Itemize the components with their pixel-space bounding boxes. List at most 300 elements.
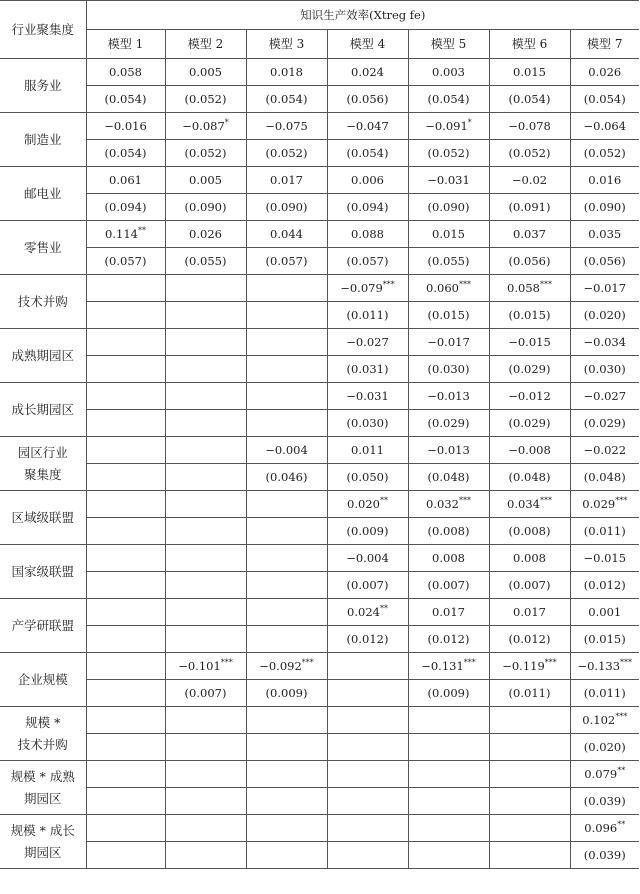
coefficient-cell [489, 653, 570, 680]
standard-error-cell: (0.007) [408, 572, 489, 599]
standard-error-cell: (0.039) [570, 842, 639, 869]
standard-error-cell: (0.007) [489, 572, 570, 599]
variable-label [0, 707, 86, 761]
coefficient-cell [327, 707, 408, 734]
coefficient-value: −0.034 [583, 334, 627, 349]
standard-error-cell: (0.011) [489, 680, 570, 707]
standard-error-cell: (0.008) [408, 518, 489, 545]
standard-error-row [0, 518, 639, 545]
standard-error-cell [246, 734, 327, 761]
significance-stars: *** [539, 495, 552, 505]
coefficient-cell [408, 59, 489, 86]
coefficient-cell [570, 815, 639, 842]
coefficient-row [0, 59, 639, 86]
standard-error-row [0, 410, 639, 437]
standard-error-cell: (0.056) [489, 248, 570, 275]
standard-error-row [0, 248, 639, 275]
significance-stars: *** [539, 279, 552, 289]
standard-error-cell: (0.029) [570, 410, 639, 437]
standard-error-cell: (0.029) [408, 410, 489, 437]
variable-label-line: 产学研联盟 [11, 617, 74, 633]
standard-error-cell: (0.057) [86, 248, 165, 275]
coefficient-value: −0.091 [425, 118, 468, 133]
coefficient-row [0, 221, 639, 248]
standard-error-cell: (0.094) [86, 194, 165, 221]
coefficient-cell [570, 707, 639, 734]
coefficient-value: −0.017 [583, 280, 627, 295]
standard-error-cell [165, 842, 246, 869]
coefficient-cell [86, 167, 165, 194]
coefficient-cell [246, 761, 327, 788]
standard-error-cell: (0.009) [408, 680, 489, 707]
standard-error-cell: (0.090) [246, 194, 327, 221]
coefficient-cell [570, 383, 639, 410]
coefficient-value: 0.029 [582, 496, 616, 511]
coefficient-value: 0.005 [189, 172, 222, 187]
coefficient-cell [489, 599, 570, 626]
coefficient-cell [86, 707, 165, 734]
coefficient-value: −0.064 [583, 118, 627, 133]
standard-error-cell [246, 356, 327, 383]
standard-error-cell [86, 680, 165, 707]
standard-error-cell: (0.094) [327, 194, 408, 221]
variable-label [0, 383, 86, 437]
coefficient-value: −0.015 [583, 550, 627, 565]
coefficient-cell [86, 545, 165, 572]
coefficient-cell [246, 491, 327, 518]
coefficient-value: 0.006 [351, 172, 384, 187]
significance-stars: ** [137, 225, 146, 235]
variable-label-line: 技术并购 [17, 293, 68, 309]
model-header: 模型 7 [570, 30, 639, 59]
standard-error-cell [165, 734, 246, 761]
significance-stars: ** [379, 495, 388, 505]
coefficient-cell [327, 599, 408, 626]
coefficient-value: 0.020 [347, 496, 380, 511]
coefficient-cell [86, 383, 165, 410]
standard-error-cell [327, 842, 408, 869]
variable-label-line: 园区行业 [17, 444, 68, 460]
standard-error-cell [165, 626, 246, 653]
coefficient-cell [489, 815, 570, 842]
standard-error-cell [86, 464, 165, 491]
coefficient-cell [408, 275, 489, 302]
standard-error-cell [165, 410, 246, 437]
standard-error-cell: (0.046) [246, 464, 327, 491]
coefficient-cell [570, 275, 639, 302]
variable-label [0, 329, 86, 383]
variable-label [0, 167, 86, 221]
standard-error-cell [246, 302, 327, 329]
coefficient-cell [408, 329, 489, 356]
coefficient-cell [86, 275, 165, 302]
model-header: 模型 1 [86, 30, 165, 59]
coefficient-value: 0.088 [351, 226, 384, 241]
coefficient-cell [327, 545, 408, 572]
standard-error-row [0, 140, 639, 167]
coefficient-cell [489, 491, 570, 518]
corner-header: 行业聚集度 [0, 1, 86, 59]
coefficient-cell [489, 437, 570, 464]
standard-error-cell: (0.009) [246, 680, 327, 707]
coefficient-cell [408, 653, 489, 680]
coefficient-cell [86, 113, 165, 140]
coefficient-cell [165, 653, 246, 680]
coefficient-value: −0.087 [182, 118, 225, 133]
coefficient-cell [246, 437, 327, 464]
significance-stars: *** [382, 279, 395, 289]
standard-error-cell: (0.020) [570, 734, 639, 761]
standard-error-cell [246, 626, 327, 653]
coefficient-value: 0.032 [426, 496, 459, 511]
coefficient-cell [327, 761, 408, 788]
model-header: 模型 6 [489, 30, 570, 59]
standard-error-cell: (0.011) [570, 680, 639, 707]
coefficient-value: 0.011 [351, 442, 384, 457]
coefficient-value: −0.031 [346, 388, 389, 403]
coefficient-cell [165, 167, 246, 194]
coefficient-value: 0.026 [189, 226, 222, 241]
coefficient-row [0, 761, 639, 788]
coefficient-value: 0.015 [513, 64, 546, 79]
standard-error-cell [246, 788, 327, 815]
coefficient-cell [408, 383, 489, 410]
standard-error-cell [165, 356, 246, 383]
coefficient-value: −0.004 [346, 550, 389, 565]
standard-error-cell [165, 788, 246, 815]
standard-error-cell: (0.050) [327, 464, 408, 491]
coefficient-cell [327, 167, 408, 194]
coefficient-cell [327, 275, 408, 302]
significance-stars: *** [615, 711, 628, 721]
coefficient-cell [570, 491, 639, 518]
coefficient-value: −0.008 [508, 442, 551, 457]
variable-label-line: 规模 * [25, 714, 61, 730]
significance-stars: *** [458, 279, 471, 289]
coefficient-cell [86, 59, 165, 86]
standard-error-cell [86, 302, 165, 329]
standard-error-cell: (0.009) [327, 518, 408, 545]
standard-error-cell: (0.052) [570, 140, 639, 167]
coefficient-value: −0.012 [508, 388, 551, 403]
coefficient-row [0, 437, 639, 464]
coefficient-value: −0.119 [502, 658, 545, 673]
significance-stars: *** [615, 495, 628, 505]
standard-error-cell: (0.054) [327, 140, 408, 167]
coefficient-cell [408, 437, 489, 464]
coefficient-value: 0.060 [426, 280, 459, 295]
coefficient-cell [327, 59, 408, 86]
significance-stars: * [224, 117, 229, 127]
coefficient-cell [165, 545, 246, 572]
coefficient-cell [327, 437, 408, 464]
standard-error-cell [165, 572, 246, 599]
standard-error-cell: (0.029) [489, 410, 570, 437]
significance-stars: *** [458, 495, 471, 505]
standard-error-row [0, 734, 639, 761]
standard-error-cell: (0.052) [408, 140, 489, 167]
standard-error-cell: (0.056) [327, 86, 408, 113]
coefficient-cell [408, 221, 489, 248]
standard-error-cell: (0.055) [165, 248, 246, 275]
standard-error-cell: (0.012) [408, 626, 489, 653]
standard-error-cell [489, 842, 570, 869]
coefficient-cell [246, 59, 327, 86]
significance-stars: *** [301, 657, 314, 667]
coefficient-cell [246, 707, 327, 734]
coefficient-cell [327, 653, 408, 680]
significance-stars: * [467, 117, 472, 127]
coefficient-cell [246, 167, 327, 194]
variable-label [0, 545, 86, 599]
standard-error-cell: (0.052) [165, 140, 246, 167]
standard-error-cell [86, 842, 165, 869]
coefficient-cell [570, 329, 639, 356]
coefficient-cell [570, 221, 639, 248]
standard-error-cell [165, 302, 246, 329]
significance-stars: ** [379, 603, 388, 613]
coefficient-cell [165, 221, 246, 248]
variable-label [0, 653, 86, 707]
standard-error-cell [489, 788, 570, 815]
variable-label [0, 221, 86, 275]
standard-error-cell: (0.090) [165, 194, 246, 221]
standard-error-cell [327, 734, 408, 761]
coefficient-cell [489, 383, 570, 410]
coefficient-cell [165, 383, 246, 410]
coefficient-row [0, 491, 639, 518]
standard-error-cell: (0.012) [327, 626, 408, 653]
standard-error-row [0, 572, 639, 599]
coefficient-cell [489, 113, 570, 140]
standard-error-cell [246, 572, 327, 599]
standard-error-cell: (0.048) [489, 464, 570, 491]
table-body [0, 59, 639, 869]
coefficient-value: −0.047 [346, 118, 389, 133]
variable-label [0, 275, 86, 329]
coefficient-cell [165, 275, 246, 302]
coefficient-row [0, 329, 639, 356]
coefficient-cell [327, 815, 408, 842]
coefficient-cell [246, 653, 327, 680]
coefficient-cell [165, 815, 246, 842]
variable-label-line: 零售业 [23, 239, 62, 255]
coefficient-cell [86, 491, 165, 518]
coefficient-value: −0.015 [508, 334, 551, 349]
standard-error-row [0, 86, 639, 113]
coefficient-cell [327, 221, 408, 248]
coefficient-cell [570, 545, 639, 572]
coefficient-cell [165, 761, 246, 788]
coefficient-value: 0.061 [109, 172, 142, 187]
coefficient-row [0, 545, 639, 572]
standard-error-cell [408, 734, 489, 761]
coefficient-cell [165, 491, 246, 518]
standard-error-cell [489, 734, 570, 761]
standard-error-cell: (0.008) [489, 518, 570, 545]
coefficient-value: 0.017 [513, 604, 546, 619]
coefficient-row [0, 113, 639, 140]
variable-label-line: 区域级联盟 [11, 509, 74, 525]
coefficient-value: 0.008 [432, 550, 465, 565]
coefficient-value: 0.015 [432, 226, 465, 241]
coefficient-cell [327, 383, 408, 410]
coefficient-cell [489, 707, 570, 734]
standard-error-cell: (0.052) [489, 140, 570, 167]
standard-error-cell [246, 842, 327, 869]
coefficient-cell [570, 113, 639, 140]
standard-error-cell [165, 464, 246, 491]
standard-error-cell: (0.031) [327, 356, 408, 383]
coefficient-row [0, 275, 639, 302]
coefficient-value: 0.003 [432, 64, 465, 79]
standard-error-cell: (0.015) [570, 626, 639, 653]
coefficient-value: −0.031 [427, 172, 470, 187]
coefficient-value: 0.016 [588, 172, 622, 187]
variable-label [0, 815, 86, 869]
model-header: 模型 3 [246, 30, 327, 59]
standard-error-row [0, 788, 639, 815]
significance-stars: *** [220, 657, 233, 667]
standard-error-cell: (0.090) [408, 194, 489, 221]
coefficient-row [0, 707, 639, 734]
standard-error-cell: (0.020) [570, 302, 639, 329]
standard-error-cell [327, 788, 408, 815]
coefficient-cell [86, 329, 165, 356]
coefficient-cell [570, 653, 639, 680]
coefficient-cell [246, 815, 327, 842]
variable-label-line: 期园区 [23, 844, 62, 860]
coefficient-value: −0.079 [340, 280, 383, 295]
standard-error-cell: (0.007) [327, 572, 408, 599]
standard-error-cell: (0.091) [489, 194, 570, 221]
coefficient-cell [489, 221, 570, 248]
coefficient-cell [489, 275, 570, 302]
coefficient-cell [246, 545, 327, 572]
coefficient-cell [86, 599, 165, 626]
coefficient-cell [165, 113, 246, 140]
variable-label [0, 113, 86, 167]
coefficient-cell [570, 437, 639, 464]
variable-label-line: 技术并购 [17, 736, 68, 752]
coefficient-cell [165, 59, 246, 86]
coefficient-row [0, 815, 639, 842]
coefficient-cell [408, 167, 489, 194]
coefficient-cell [408, 113, 489, 140]
standard-error-cell [165, 518, 246, 545]
coefficient-value: −0.027 [583, 388, 627, 403]
standard-error-row [0, 842, 639, 869]
variable-label [0, 599, 86, 653]
coefficient-cell [570, 59, 639, 86]
dependent-variable-header: 知识生产效率(Xtreg fe) [86, 1, 639, 30]
coefficient-cell [165, 437, 246, 464]
coefficient-value: −0.013 [427, 442, 470, 457]
coefficient-value: 0.001 [588, 604, 622, 619]
coefficient-row [0, 167, 639, 194]
coefficient-cell [246, 383, 327, 410]
coefficient-value: 0.079 [584, 766, 618, 781]
standard-error-cell: (0.007) [165, 680, 246, 707]
variable-label [0, 59, 86, 113]
standard-error-cell: (0.090) [570, 194, 639, 221]
coefficient-value: 0.034 [507, 496, 540, 511]
significance-stars: *** [463, 657, 476, 667]
coefficient-cell [86, 815, 165, 842]
coefficient-cell [86, 221, 165, 248]
coefficient-cell [165, 329, 246, 356]
coefficient-cell [570, 599, 639, 626]
coefficient-value: −0.131 [421, 658, 464, 673]
coefficient-value: 0.017 [270, 172, 303, 187]
coefficient-value: −0.078 [508, 118, 551, 133]
standard-error-cell: (0.015) [408, 302, 489, 329]
variable-label-line: 成长期园区 [11, 401, 74, 417]
standard-error-cell [86, 356, 165, 383]
standard-error-cell: (0.057) [246, 248, 327, 275]
coefficient-value: −0.016 [104, 118, 147, 133]
variable-label [0, 437, 86, 491]
variable-label-line: 聚集度 [23, 466, 62, 482]
coefficient-cell [246, 275, 327, 302]
standard-error-cell [86, 518, 165, 545]
standard-error-cell [327, 680, 408, 707]
coefficient-cell [408, 707, 489, 734]
variable-label-line: 期园区 [23, 790, 62, 806]
coefficient-value: 0.044 [270, 226, 303, 241]
coefficient-cell [489, 59, 570, 86]
coefficient-value: −0.133 [577, 658, 621, 673]
coefficient-value: 0.017 [432, 604, 465, 619]
coefficient-value: 0.008 [513, 550, 546, 565]
standard-error-row [0, 194, 639, 221]
standard-error-cell: (0.054) [86, 140, 165, 167]
coefficient-value: 0.114 [105, 226, 138, 241]
coefficient-cell [489, 761, 570, 788]
significance-stars: *** [620, 657, 633, 667]
standard-error-cell: (0.012) [570, 572, 639, 599]
coefficient-cell [327, 491, 408, 518]
standard-error-cell: (0.054) [570, 86, 639, 113]
variable-label-line: 制造业 [23, 131, 62, 147]
coefficient-cell [570, 167, 639, 194]
standard-error-cell: (0.030) [408, 356, 489, 383]
standard-error-cell [86, 572, 165, 599]
coefficient-cell [86, 761, 165, 788]
coefficient-row [0, 653, 639, 680]
significance-stars: ** [617, 819, 626, 829]
standard-error-cell: (0.057) [327, 248, 408, 275]
header-row [0, 1, 639, 30]
coefficient-value: 0.005 [189, 64, 222, 79]
coefficient-value: −0.017 [427, 334, 470, 349]
coefficient-value: −0.013 [427, 388, 470, 403]
coefficient-value: −0.101 [178, 658, 221, 673]
coefficient-value: 0.024 [351, 64, 384, 79]
coefficient-cell [246, 113, 327, 140]
coefficient-row [0, 599, 639, 626]
coefficient-cell [86, 437, 165, 464]
standard-error-cell: (0.052) [165, 86, 246, 113]
variable-label-line: 成熟期园区 [11, 347, 74, 363]
coefficient-cell [489, 329, 570, 356]
model-header: 模型 5 [408, 30, 489, 59]
standard-error-cell [86, 788, 165, 815]
coefficient-cell [570, 761, 639, 788]
standard-error-cell [86, 626, 165, 653]
standard-error-cell: (0.054) [246, 86, 327, 113]
coefficient-cell [408, 491, 489, 518]
